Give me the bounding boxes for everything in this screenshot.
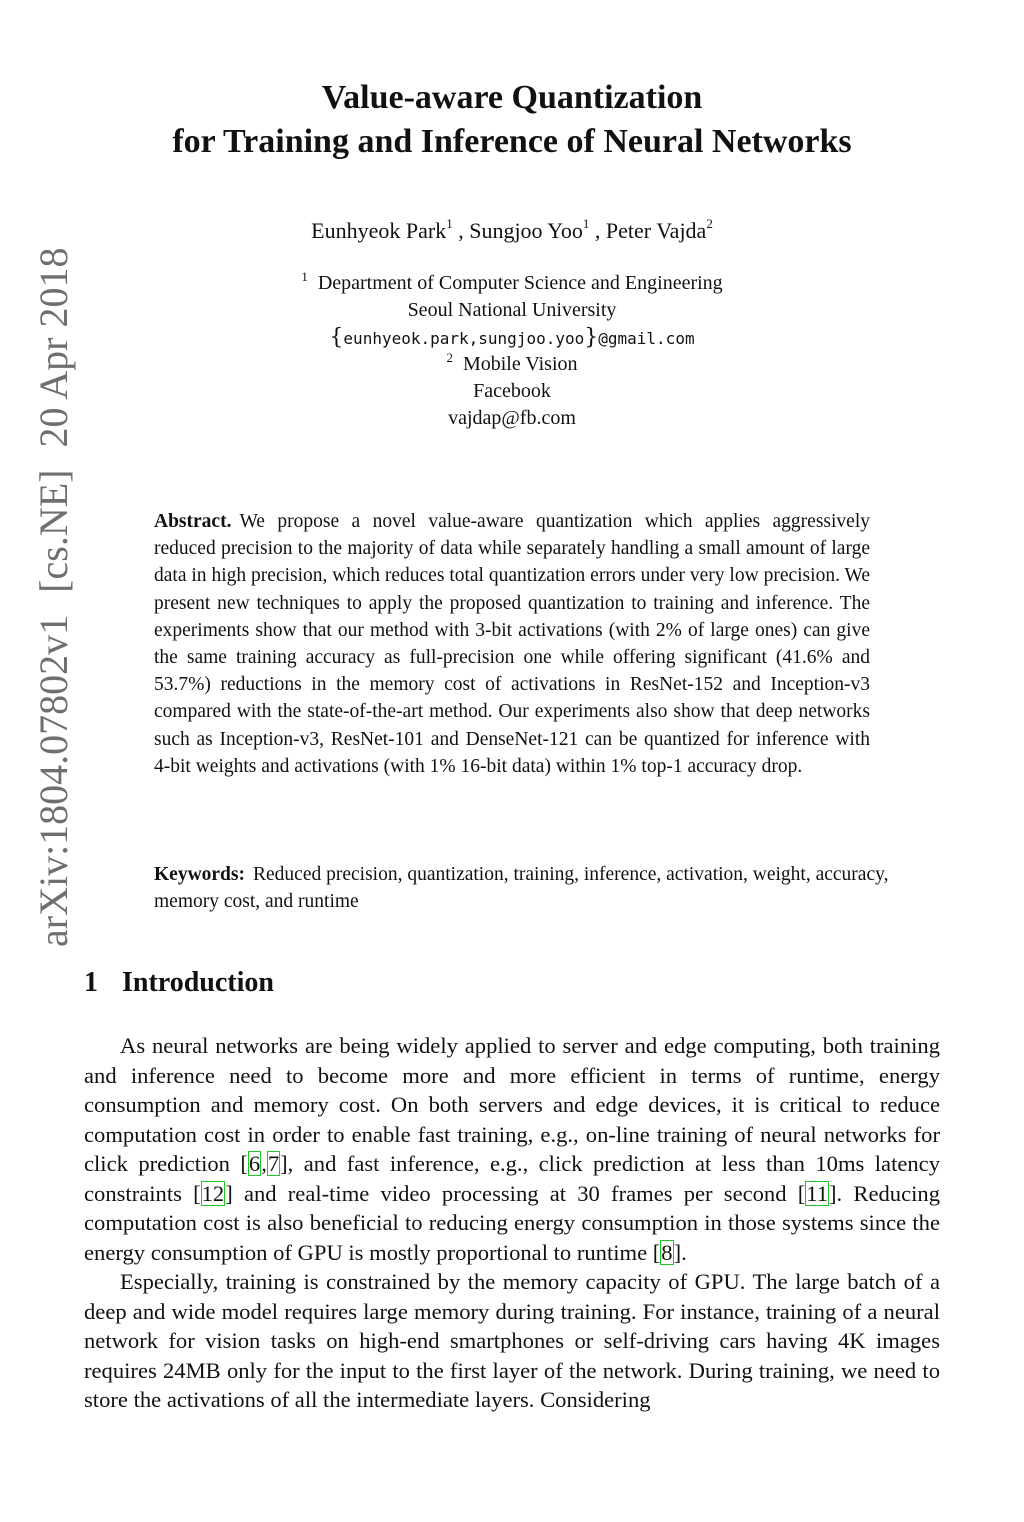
keywords: [154, 861, 894, 915]
email-brace-open: {: [329, 325, 344, 350]
author-name: Eunhyeok Park: [311, 218, 447, 243]
paragraph-text: ], and fast inference, e.g., click prediction at less than 10ms latency constraints [: [84, 1151, 941, 1206]
paper-title-line-1: Value-aware Quantization: [321, 79, 703, 116]
affiliation-1-university: Seoul National University: [407, 299, 617, 321]
citation-link[interactable]: 6: [248, 1151, 261, 1176]
author-list: Eunhyeok Park$^1$ , Sungjoo Yoo$^1$ , Peter Vajda$^2$: [311, 215, 713, 243]
keywords-label: Keywords:: [154, 864, 245, 885]
paragraph-text: ]. Reducing computation cost is also beneficial to reducing energy consumption in those systems since the energy consumption of GPU is mostly proportional to runtime [: [84, 1180, 940, 1265]
arxiv-id: arXiv:1804.07802v1: [31, 614, 76, 947]
author-name: Sungjoo Yoo: [469, 218, 583, 243]
author-name: Peter Vajda: [605, 218, 707, 243]
introduction-body: [84, 1031, 940, 1415]
affiliation-1-mark: 1: [301, 269, 308, 285]
affiliation-2-email[interactable]: vajdap@fb.com: [448, 407, 576, 429]
affiliation-2-org: Facebook: [473, 380, 551, 402]
keywords-text: Reduced precision, quantization, training, inference, activation, weight, accuracy, memory cost, and runtime: [154, 864, 889, 913]
arxiv-sidebar-stamp: [18, 85, 90, 947]
citation-link[interactable]: 7: [267, 1151, 280, 1176]
author-affil-mark: 2: [706, 215, 713, 231]
arxiv-date: 20 Apr 2018: [31, 247, 76, 448]
paragraph: [84, 1031, 940, 1267]
citation-link[interactable]: 8: [661, 1239, 673, 1265]
section-number: 1: [84, 967, 98, 998]
paragraph-text: ] and real-time video processing at 30 frames per second [: [225, 1180, 806, 1206]
affiliation-1-dept-text: Department of Computer Science and Engineering: [317, 272, 723, 294]
affiliation-1-email[interactable]: [120, 324, 904, 352]
email-brace-close: }: [584, 325, 599, 350]
paper-title-line-2: for Training and Inference of Neural Networks: [172, 123, 852, 160]
section-title: Introduction: [122, 967, 274, 998]
abstract-text: We propose a novel value-aware quantization which applies aggressively reduced precision to the majority of data while separately handling a small amount of large data in high precision, which reduces total quantization errors under very low precision. We present new techniques to apply the proposed quantization to training and inference. The experiments show that our method with 3-bit activations (with 2% of large ones) can give the same training accuracy as full-precision one while offering significant (41.6% and 53.7%) reductions in the memory cost of activations in ResNet-152 and Inception-v3 compared with the state-of-the-art method. Our experiments also show that deep networks such as Inception-v3, ResNet-101 and DenseNet-121 can be quantized for inference with 4-bit weights and activations (with 1% 16-bit data) within 1% top-1 accuracy drop.: [154, 511, 870, 777]
arxiv-sidebar-text: [18, 85, 90, 947]
abstract-label: Abstract.: [154, 511, 232, 532]
paragraph: Especially, training is constrained by the memory capacity of GPU. The large batch of a deep and wide model requires large memory during training. For instance, training of a neural network for vision tasks on high-end smartphones or self-driving cars having 4K images requires 24MB only for the input to the first layer of the network. During training, we need to store the activations of all the intermediate layers. Considering: [84, 1269, 940, 1412]
affiliation-2-dept-text: Mobile Vision: [462, 353, 578, 375]
affiliation-2-dept: [120, 351, 904, 378]
author-affil-mark: 1: [582, 215, 590, 231]
citation-link[interactable]: 11: [806, 1180, 829, 1206]
email-users: eunhyeok.park,sungjoo.yoo: [343, 329, 585, 348]
abstract: [154, 508, 870, 780]
email-domain: @gmail.com: [598, 329, 695, 348]
paragraph-text: ].: [673, 1239, 687, 1265]
citation-link[interactable]: 12: [201, 1180, 225, 1206]
section-heading-introduction: [84, 963, 274, 1003]
paragraph-text: ,: [261, 1151, 267, 1176]
paragraph-text: As neural networks are being widely applied to server and edge computing, both training and inference need to become more and more efficient in terms of runtime, energy consumption and memory cost. On both servers and edge devices, it is critical to reduce computation cost in order to enable fast training, e.g., on-line training of neural networks for click prediction [: [84, 1033, 940, 1176]
affiliation-1-dept: [120, 270, 904, 297]
affiliation-2-mark: 2: [446, 350, 453, 366]
arxiv-category: [cs.NE]: [31, 469, 76, 593]
author-affil-mark: 1: [446, 215, 453, 231]
